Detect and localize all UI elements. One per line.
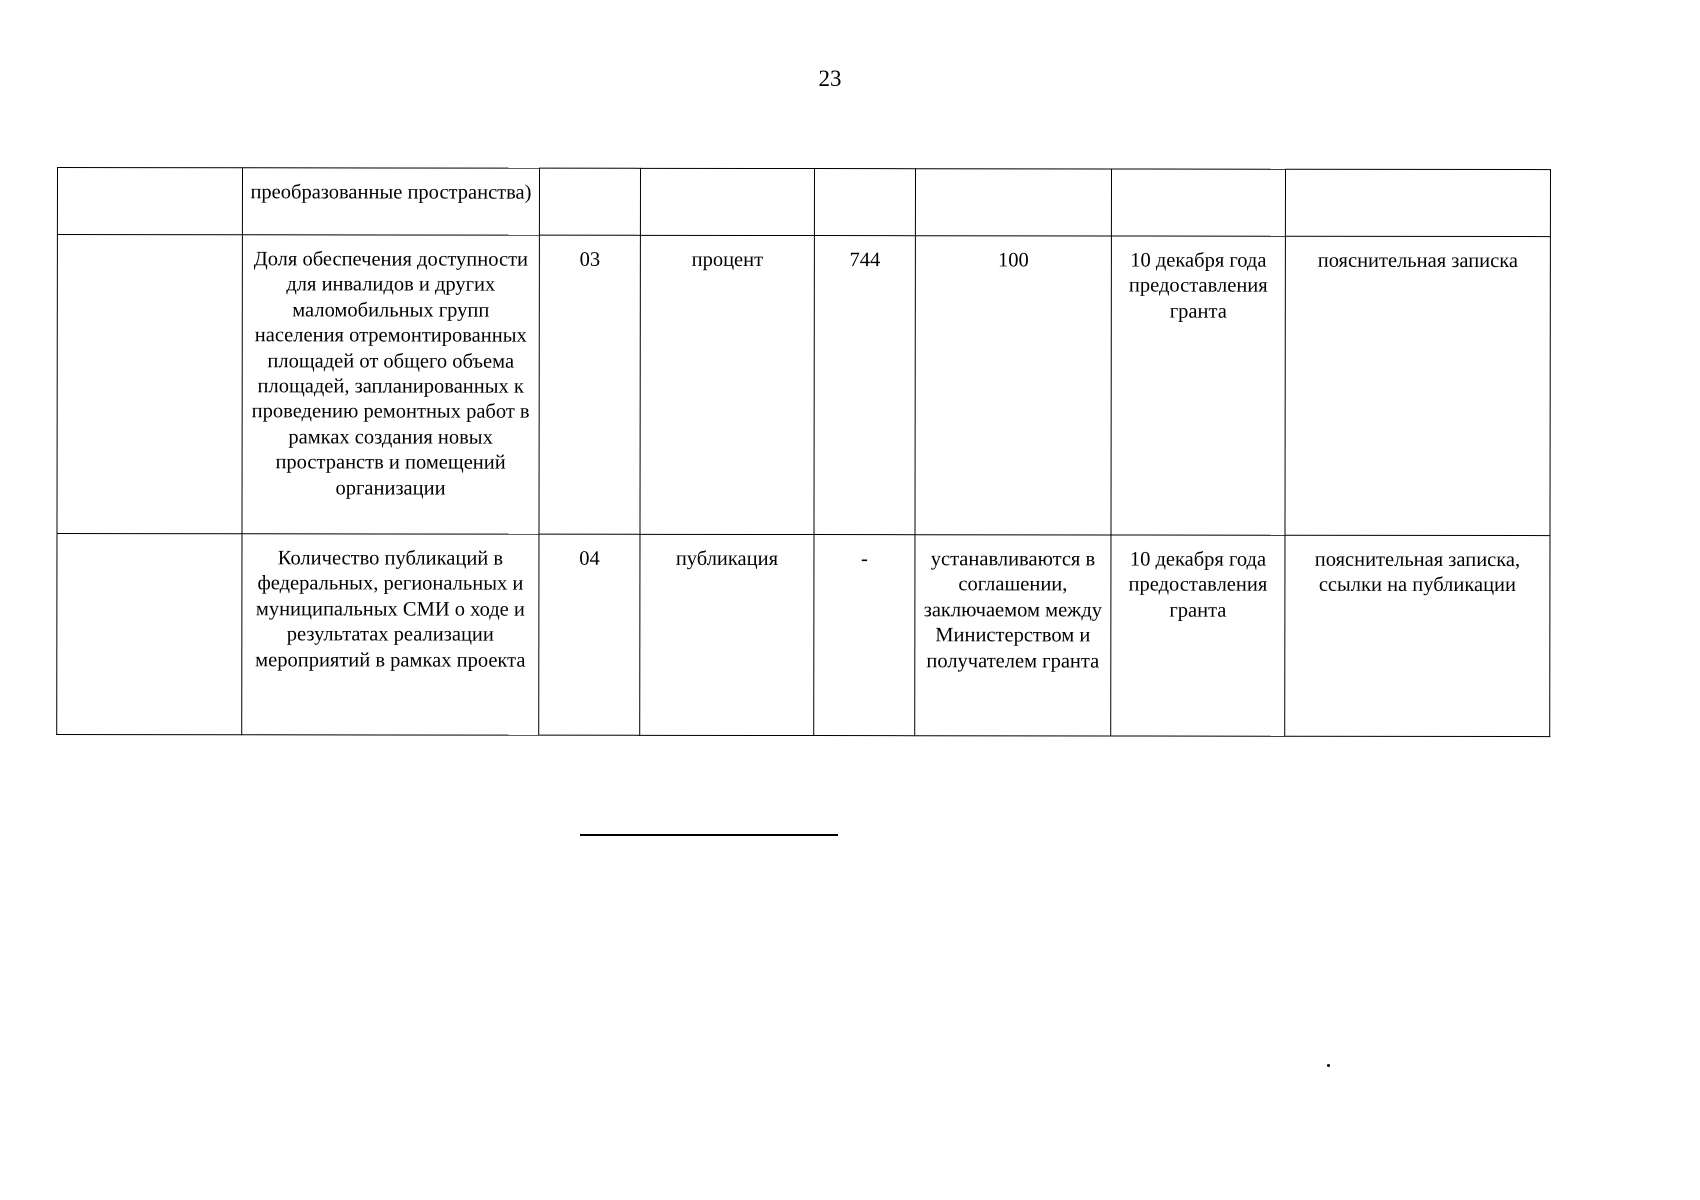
table-cell: 10 декабря года предоставления гранта: [1111, 236, 1285, 535]
table-row: [57, 168, 1550, 237]
table-cell: Доля обеспечения доступности для инвалидов и других маломобильных групп населения отремонтированных площадей от общего объема площадей, запланированных к проведению ремонтных работ в рамках создания новых пространств и помещений организации: [242, 235, 539, 534]
table-cell: -: [814, 535, 915, 736]
table-cell: публикация: [640, 534, 814, 735]
table-cell: [915, 169, 1111, 236]
table-row: [57, 235, 1550, 536]
table-cell: [1111, 169, 1285, 236]
scan-artifact-dot: [1327, 1064, 1330, 1067]
table-cell: Количество публикаций в федеральных, региональных и муниципальных СМИ о ходе и результатах реализации мероприятий в рамках проекта: [242, 534, 539, 735]
table-cell: [57, 235, 242, 534]
table-cell: преобразованные пространства): [242, 168, 539, 235]
table-cell: 100: [915, 236, 1111, 535]
table-cell: 744: [814, 236, 915, 535]
footnote-divider: [580, 834, 838, 836]
table-cell: устанавливаются в соглашении, заключаемом между Министерством и получателем гранта: [915, 535, 1111, 736]
table-cell: пояснительная записка, ссылки на публикации: [1285, 535, 1550, 736]
table-cell: [57, 168, 242, 235]
table-cell: [814, 169, 915, 236]
table-cell: [539, 168, 640, 235]
table-cell: [1285, 169, 1550, 236]
indicators-table: [56, 167, 1551, 737]
table-cell: [640, 168, 814, 235]
page-number: 23: [818, 66, 842, 91]
table-row: [57, 534, 1550, 737]
table-cell: 04: [539, 534, 640, 735]
table-cell: [57, 534, 242, 735]
table-cell: 10 декабря года предоставления гранта: [1111, 535, 1285, 736]
table-cell: 03: [539, 235, 640, 534]
table-cell: пояснительная записка: [1285, 236, 1550, 535]
table-cell: процент: [640, 235, 814, 534]
